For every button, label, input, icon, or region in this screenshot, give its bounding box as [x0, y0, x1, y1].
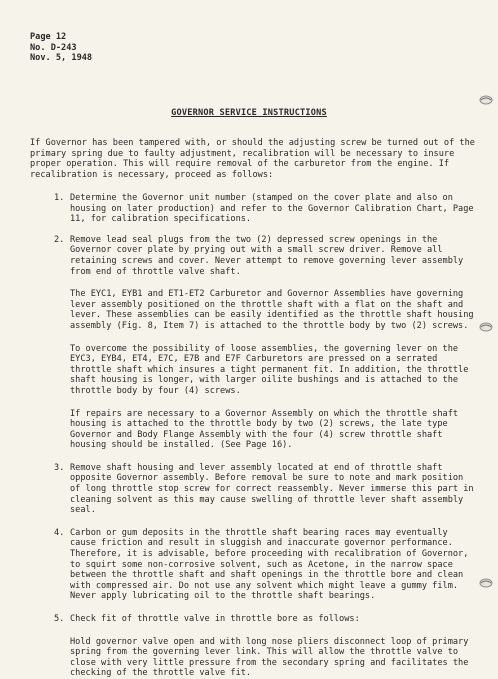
- page-number: Page 12: [30, 32, 67, 42]
- page-header: [30, 32, 92, 64]
- item-text: Check fit of throttle valve in throttle bore as follows:: [70, 614, 360, 624]
- page-title: GOVERNOR SERVICE INSTRUCTIONS: [171, 108, 327, 118]
- binder-hole-icon: [479, 95, 493, 105]
- list-item: [30, 193, 478, 225]
- binder-hole-icon: [479, 578, 493, 588]
- item-number: 2.: [54, 234, 65, 245]
- item-text: Remove lead seal plugs from the two (2) depressed screw openings in the Governor cover plate by prying out with a small screw driver. Remove all retaining screws and cover. Never attempt to remove governing lever assembly from end of throttle valve shaft.: [70, 234, 464, 277]
- item-text: Remove shaft housing and lever assembly located at end of throttle shaft opposite Governor assembly. Before removal be sure to note and mark position of long throttle stop screw for correct reassembly. Never immerse this part in cleaning solvent as this may cause swelling of throttle lever shaft assembly seal.: [70, 462, 474, 516]
- sub-paragraph: To overcome the possibility of loose assemblies, the governing lever on the EYC3, EYB4, ET4, E7C, E7B and E7F Carburetors are pressed on a serrated throttle shaft which insures a tight permanent fit. In addition, the throttle shaft housing is longer, with larger oilite bushings and is attached to the throttle body by four (4) screws.: [70, 343, 469, 396]
- list-item: [30, 528, 478, 602]
- item-text: Carbon or gum deposits in the throttle shaft bearing races may eventually cause friction and result in sluggish and inaccurate governor performance. Therefore, it is advisable, before proceeding with recalibration of Governor, to squirt some non-corrosive solvent, such as Acetone, in the narrow space between the throttle shaft and shaft openings in the throttle bore and clean with compressed air. Do not use any solvent which might leave a gummy film. Never apply lubricating oil to the throttle shaft bearings.: [70, 527, 469, 602]
- document-number: No. D-243: [30, 42, 77, 53]
- list-item: [30, 614, 478, 625]
- document-date: Nov. 5, 1948: [30, 53, 93, 63]
- instruction-list: [30, 193, 478, 679]
- intro-paragraph: If Governor has been tampered with, or should the adjusting screw be turned out of the primary spring due to faulty adjustment, recalibration will be necessary to insure proper operation. This will require removal of the carburetor from the engine. If recalibration is necessary, proceed as follows:: [30, 138, 475, 180]
- list-item: [30, 463, 478, 516]
- item-number: 5.: [54, 614, 65, 624]
- sub-paragraph: If repairs are necessary to a Governor Assembly on which the throttle shaft housing is attached to the throttle body by two (2) screws, the late type Governor and Body Flange Assembly with the four (4) screw throttle shaft housing should be installed. (See Page 16).: [70, 408, 459, 451]
- sub-paragraph: Hold governor valve open and with long nose pliers disconnect loop of primary spring from the governing lever link. This will allow the throttle valve to close with very little pressure from the secondary spring and facilitates the checking of the throttle valve fit.: [70, 636, 469, 679]
- item-number: 1.: [54, 193, 65, 203]
- item-number: 3.: [54, 462, 65, 473]
- binder-hole-icon: [479, 322, 493, 332]
- item-number: 4.: [54, 527, 65, 538]
- list-item: [30, 235, 478, 277]
- item-text: Determine the Governor unit number (stamped on the cover plate and also on housing on later production) and refer to the Governor Calibration Chart, Page 11, for calibration specifications.: [70, 193, 474, 225]
- sub-paragraph: The EYC1, EYB1 and ET1-ET2 Carburetor and Governor Assemblies have governing lever assembly positioned on the throttle shaft with a flat on the shaft and lever. These assemblies can be easily identified as the throttle shaft housing assembly (Fig. 8, Item 7) is attached to the throttle body by two (2) screws.: [70, 289, 474, 331]
